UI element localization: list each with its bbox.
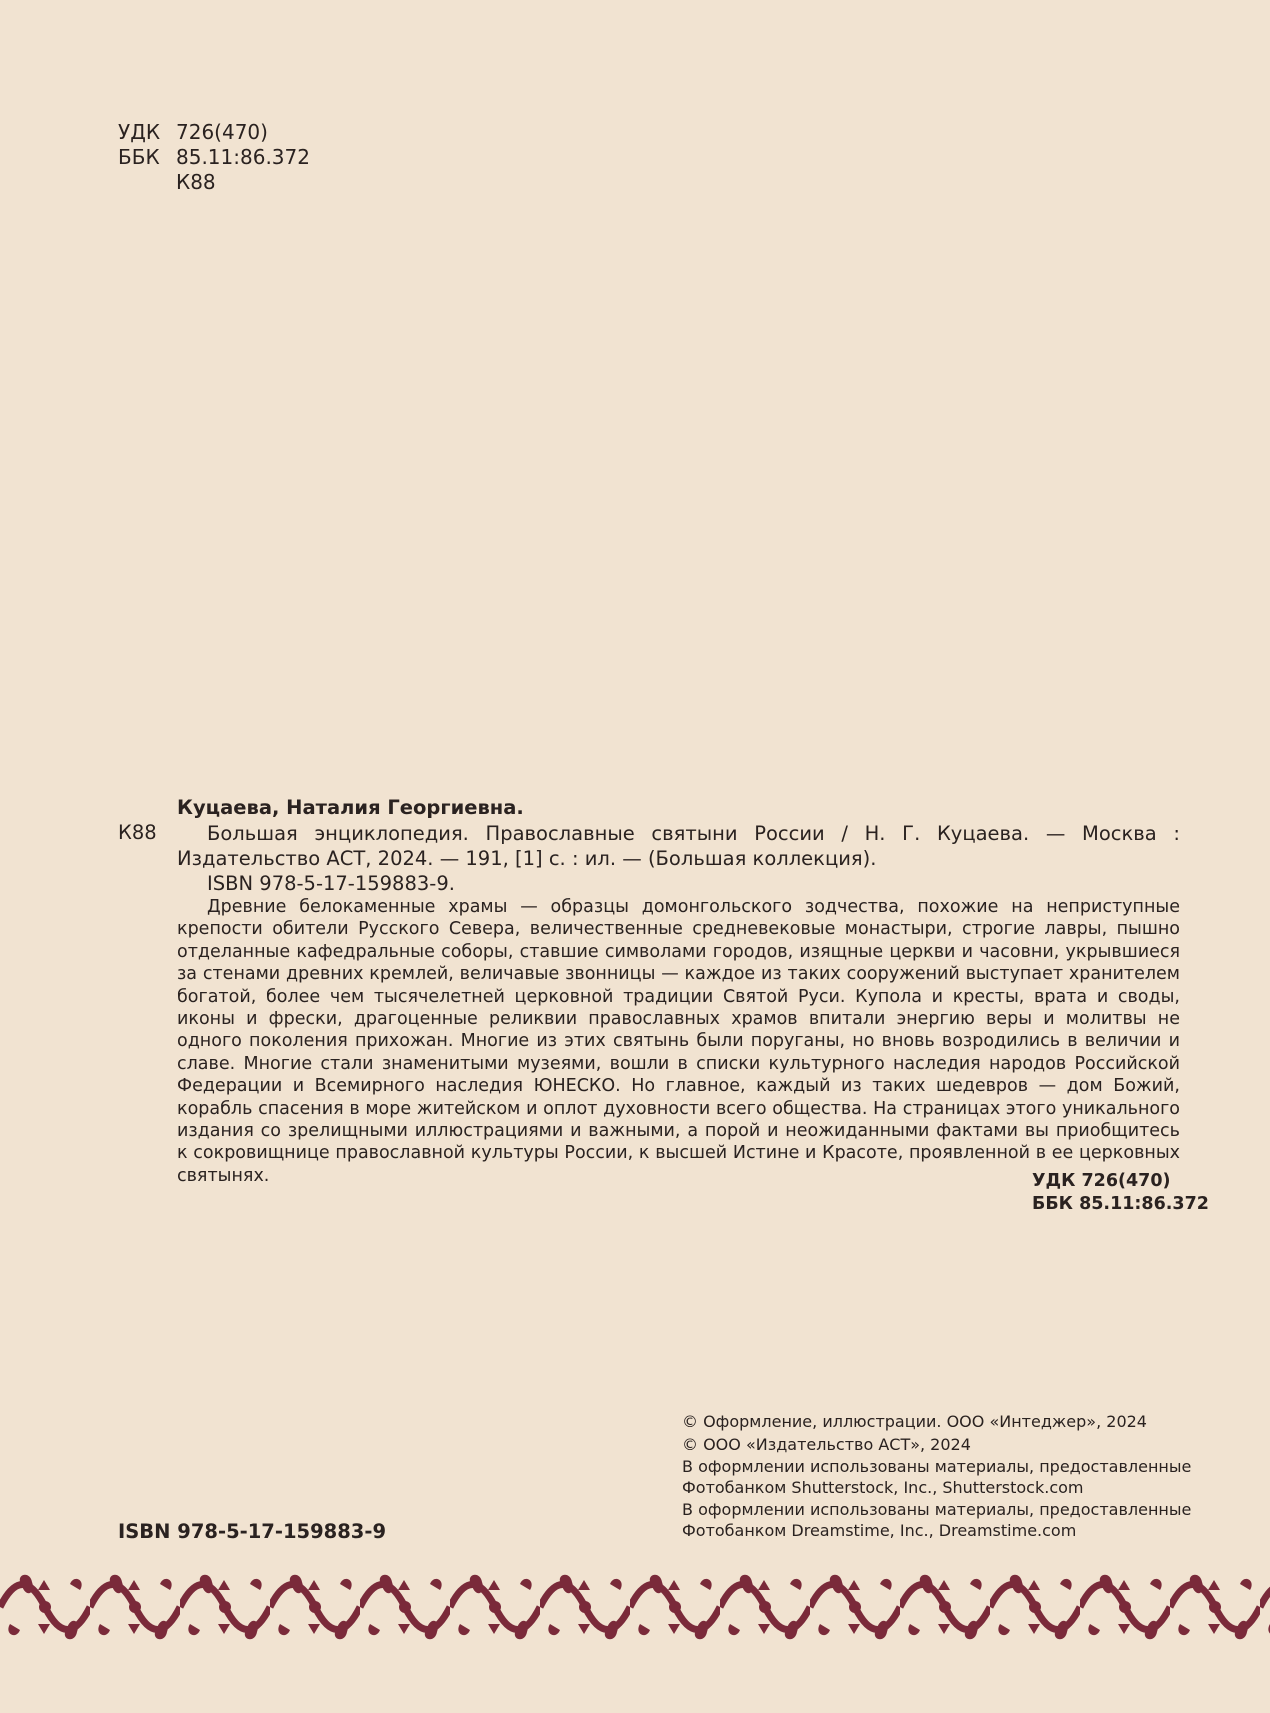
isbn-bottom: ISBN 978-5-17-159883-9 [118, 1520, 387, 1543]
credit-line: В оформлении использованы материалы, предоставленные [682, 1457, 1192, 1476]
author-mark-side: К88 [118, 821, 157, 844]
floral-border-ornament-icon [0, 1572, 1270, 1642]
bbk-value: 85.11:86.372 [176, 145, 310, 169]
classification-codes [118, 120, 310, 195]
credit-dreamstime [682, 1500, 1202, 1541]
credit-shutterstock [682, 1457, 1202, 1498]
record-codes [1032, 1170, 1209, 1216]
credit-line: Фотобанком Shutterstock, Inc., Shutterstock.com [682, 1477, 1084, 1497]
annotation: Древние белокаменные храмы — образцы домонгольского зодчества, похожие на неприступные крепости обители Русского Севера, величественные средневековые монастыри, строгие лавры, пышно отделанные кафедральные соборы, ставшие символами городов, изящные церкви и часовни, укрывшиеся за стенами древних кремлей, величавые звонницы — каждое из таких сооружений выступает хранителем богатой, более чем тысячелетней церковной традиции Святой Руси. Купола и кресты, врата и своды, иконы и фрески, драгоценные реликвии православных храмов впитали энергию веры и молитвы не одного поколения прихожан. Многие из этих святынь были поруганы, но вновь возродились в величии и славе. Многие стали знаменитыми музеями, вошли в списки культурного наследия народов Российской Федерации и Всемирного наследия ЮНЕСКО. Но главное, каждый из таких шедевров — дом Божий, корабль спасения в море житейском и оплот духовности всего общества. На страницах этого уникального издания со зрелищными иллюстрациями и важными, а порой и неожиданными фактами вы приобщитесь к сокровищнице православной культуры России, к высшей Истине и Красоте, проявленной в ее церковных святынях. [177, 897, 1180, 1186]
bibliographic-record [177, 821, 1180, 896]
copyright-block [682, 1412, 1202, 1543]
credit-line: В оформлении использованы материалы, предоставленные [682, 1500, 1192, 1519]
copyright-publisher: © ООО «Издательство АСТ», 2024 [682, 1434, 971, 1454]
record-bbk: ББК 85.11:86.372 [1032, 1194, 1209, 1214]
udk-label: УДК [118, 120, 161, 144]
udk-value: 726(470) [176, 120, 268, 144]
bbk-label: ББК [118, 145, 160, 169]
record-udk: УДК 726(470) [1032, 1171, 1171, 1191]
credit-line: Фотобанком Dreamstime, Inc., Dreamstime.com [682, 1520, 1077, 1540]
copyright-design: © Оформление, иллюстрации. ООО «Интеджер», 2024 [682, 1412, 1147, 1431]
author-name: Куцаева, Наталия Георгиевна. [177, 796, 524, 819]
title-line: Большая энциклопедия. Православные святыни России / Н. Г. Куцаева. — Москва : Издательство АСТ, 2024. — 191, [1] с. : ил. — (Большая коллекция). [177, 822, 1180, 870]
author-mark: К88 [176, 170, 216, 194]
isbn-line: ISBN 978-5-17-159883-9. [207, 872, 455, 895]
